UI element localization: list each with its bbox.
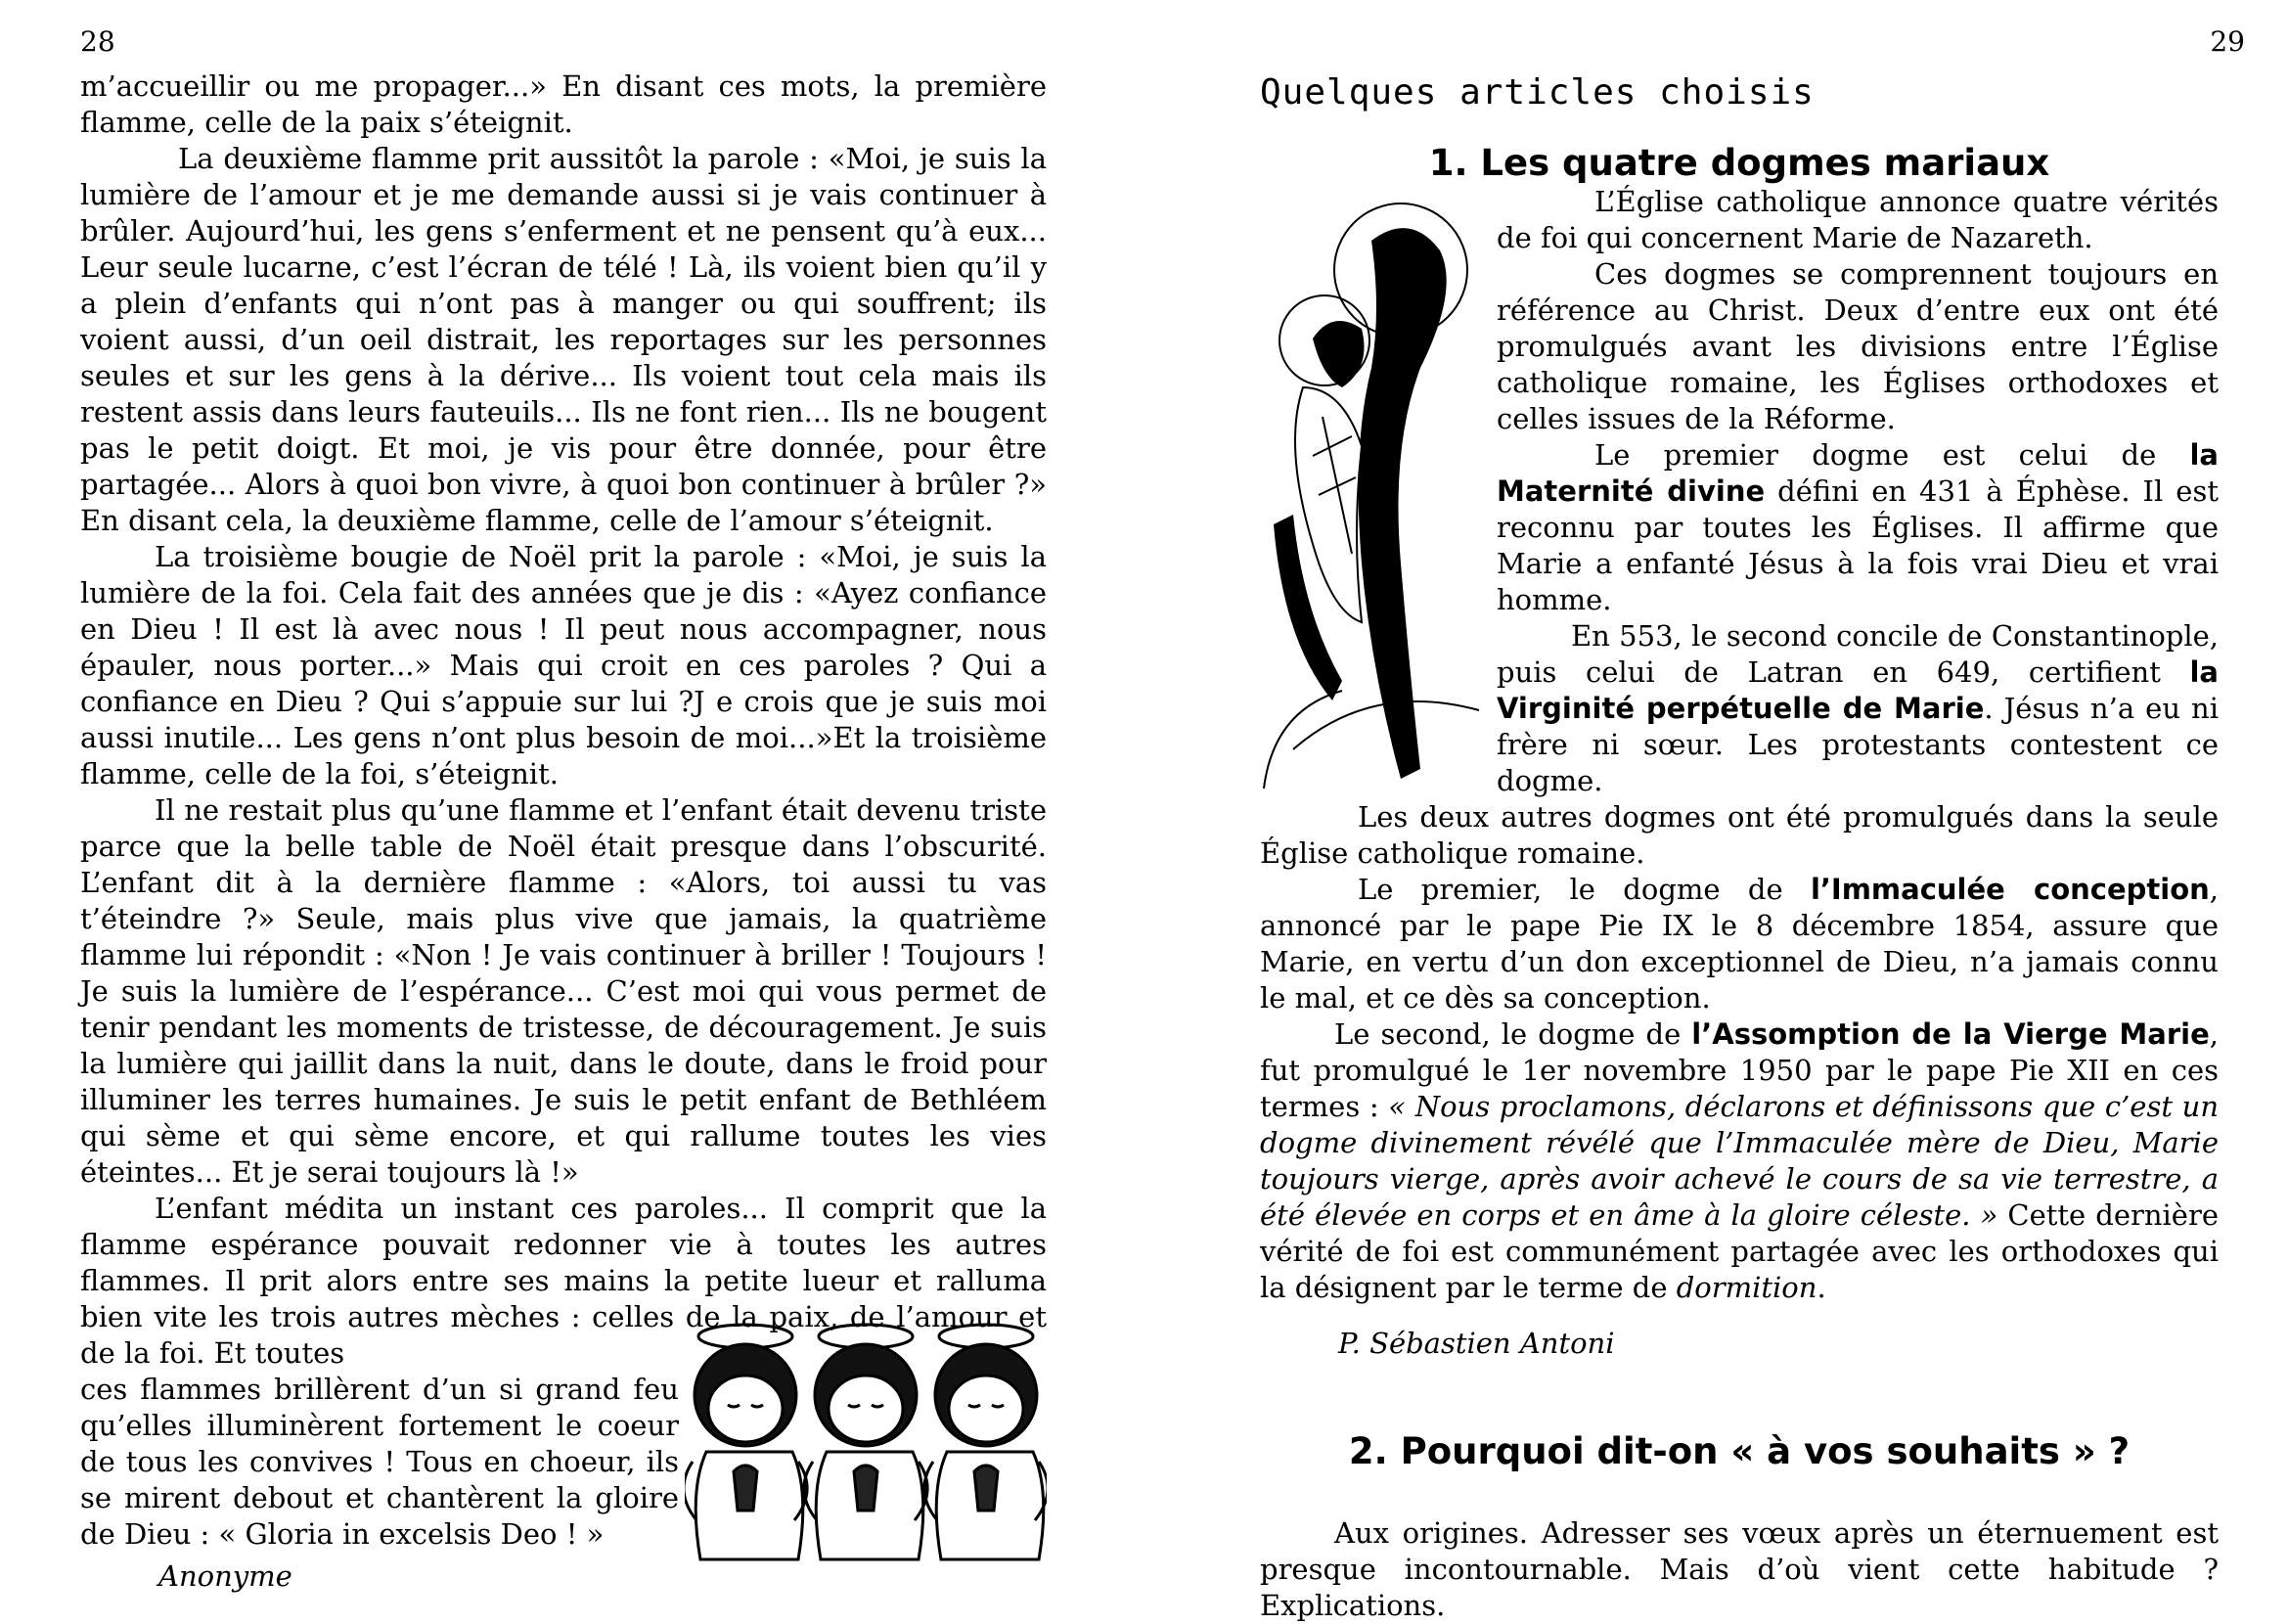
article-1-body: [1260, 184, 2219, 1362]
pius-xii-quote: « Nous proclamons, déclarons et définissons que c’est un dogme divinement révélé que l’Immaculée mère de Dieu, Marie toujours vierge, après avoir achevé le cours de sa vie terrestre, a été élevée en corps et en âme à la gloire céleste. »: [1260, 1090, 2219, 1232]
article-1-p5: Les deux autres dogmes ont été promulgués dans la seule Église catholique romaine.: [1260, 800, 2219, 870]
article-1-author: P. Sébastien Antoni: [1338, 1327, 1615, 1360]
page-number-right: 29: [2210, 25, 2245, 58]
articles-column: [1260, 72, 2219, 1624]
right-page: [1144, 0, 2288, 1622]
story-paragraph-4: Il ne restait plus qu’une flamme et l’enfant était devenu triste parce que la belle table de Noël était presque dans l’obscurité. L’enfant dit à la dernière flamme : «Alors, toi aussi tu vas t’éteindre ?» Seule, mais plus vive que jamais, la quatrième flamme lui répondit : «Non ! Je vais continuer à briller ! Toujours ! Je suis la lumière de l’espérance... C’est moi qui vous permet de tenir pendant les moments de tristesse, de découragement. Je suis la lumière qui jaillit dans la nuit, dans le doute, dans le froid pour illuminer les terres humaines. Je suis le petit enfant de Bethléem qui sème et qui sème encore, et qui rallume toutes les vies éteintes... Et je serai toujours là !»: [80, 793, 1047, 1189]
virginite-perpetuelle-bold: la Virginité perpétuelle de Marie: [1497, 655, 2219, 725]
story-paragraph-final: ces flammes brillèrent d’un si grand feu qu’elles illuminèrent fortement le coeur de tous les convives ! Tous en choeur, ils se mirent debout et chantèrent la gloire de Dieu : « Gloria in excelsis Deo ! »: [80, 1373, 679, 1551]
immaculee-conception-bold: l’Immaculée conception: [1810, 873, 2210, 906]
article-1-p1: L’Église catholique annonce quatre vérités de foi qui concernent Marie de Nazareth.: [1497, 185, 2219, 254]
section-header: Quelques articles choisis: [1260, 72, 1815, 113]
page-number-left: 28: [80, 25, 115, 58]
p7-text-d: Cette dernière vérité de foi est communément partagée avec les orthodoxes qui la désignent par le terme de: [1260, 1198, 2219, 1304]
story-signature: Anonyme: [158, 1559, 292, 1593]
article-1-p6: [1260, 872, 2219, 1016]
story-paragraph-1: m’accueillir ou me propager...» En disant ces mots, la première flamme, celle de la paix s’éteignit.: [80, 69, 1047, 139]
story-paragraph-5: L’enfant médita un instant ces paroles... Il comprit que la flamme espérance pouvait redonner vie à toutes les autres flammes. Il prit alors entre ses mains la petite lueur et ralluma bien vite les trois autres mèches : celles de la paix, de l’amour et de la foi. Et toutes: [80, 1192, 1047, 1370]
angels-illustration: [685, 1315, 1047, 1561]
angel-middle: [804, 1325, 927, 1559]
story-paragraph-2: La deuxième flamme prit aussitôt la parole : «Moi, je suis la lumière de l’amour et je me demande aussi si je vais continuer à brûler. Aujourd’hui, les gens s’enferment et ne pensent qu’à eux... Leur seule lucarne, c’est l’écran de télé ! Là, ils voient bien qu’il y a plein d’enfants qui n’ont pas à manger ou qui souffrent; ils voient aussi, d’un oeil distrait, les reportages sur les personnes seules et sur les gens à la dérive... Ils voient tout cela mais ils restent assis dans leurs fauteuils... Ils ne font rien... Ils ne bougent pas le petit doigt. Et moi, je vis pour être donnée, pour être partagée... Alors à quoi bon vivre, à quoi bon continuer à brûler ?» En disant cela, la deuxième flamme, celle de l’amour s’éteignit.: [80, 142, 1047, 537]
p4-text-c: . Jésus n’a eu ni frère ni sœur. Les protestants contestent ce dogme.: [1497, 692, 2219, 797]
p6-text-c: , annoncé par le pape Pie IX le 8 décembre 1854, assure que Marie, en vertu d’un don exceptionnel de Dieu, n’a jamais connu le mal, et ce dès sa conception.: [1260, 873, 2220, 1015]
article-1-p2: Ces dogmes se comprennent toujours en référence au Christ. Deux d’entre eux ont été promulgués avant les divisions entre l’Église catholique romaine, les Églises orthodoxes et celles issues de la Réforme.: [1497, 257, 2219, 435]
p7-text-c: , fut promulgué le 1er novembre 1950 par le pape Pie XII en ces termes :: [1260, 1017, 2219, 1123]
article-1-title: 1. Les quatre dogmes mariaux: [1428, 142, 2050, 184]
angel-left: [685, 1325, 807, 1559]
p3-text-a: Le premier dogme est celui de: [1594, 438, 2190, 472]
left-page: [0, 0, 1144, 1618]
maternite-divine-bold: la Maternité divine: [1497, 438, 2219, 508]
assomption-bold: l’Assomption de la Vierge Marie: [1691, 1017, 2210, 1051]
story-paragraph-3: La troisième bougie de Noël prit la parole : «Moi, je suis la lumière de la foi. Cela fait des années que je dis : «Ayez confiance en Dieu ! Il est là avec nous ! Il peut nous accompagner, nous épauler, nous porter...» Mais qui croit en ces paroles ? Qui a confiance en Dieu ? Qui s’appuie sur lui ?J e crois que je suis moi aussi inutile... Les gens n’ont plus besoin de moi...»Et la troisième flamme, celle de la foi, s’éteignit.: [80, 540, 1047, 790]
p7-text-f: .: [1817, 1271, 1826, 1304]
p7-text-a: Le second, le dogme de: [1334, 1017, 1692, 1051]
article-1-p7: [1260, 1016, 2219, 1306]
article-2-p1: Aux origines. Adresser ses vœux après un éternuement est presque incontournable. Mais d’où vient cette habitude ? Explications.: [1260, 1516, 2219, 1622]
angel-right: [924, 1325, 1047, 1559]
p6-text-a: Le premier, le dogme de: [1358, 873, 1811, 906]
p4-text-a: En 553, le second concile de Constantinople, puis celui de Latran en 649, certifient: [1497, 619, 2219, 689]
article-2-title: 2. Pourquoi dit-on « à vos souhaits » ?: [1348, 1430, 2131, 1472]
p3-text-c: défini en 431 à Éphèse. Il est reconnu par toutes les Églises. Il affirme que Marie a enfanté Jésus à la fois vrai Dieu et vrai homme.: [1497, 474, 2219, 616]
dormition-italic: dormition: [1676, 1271, 1817, 1304]
virgin-and-child-illustration: [1254, 202, 1481, 798]
